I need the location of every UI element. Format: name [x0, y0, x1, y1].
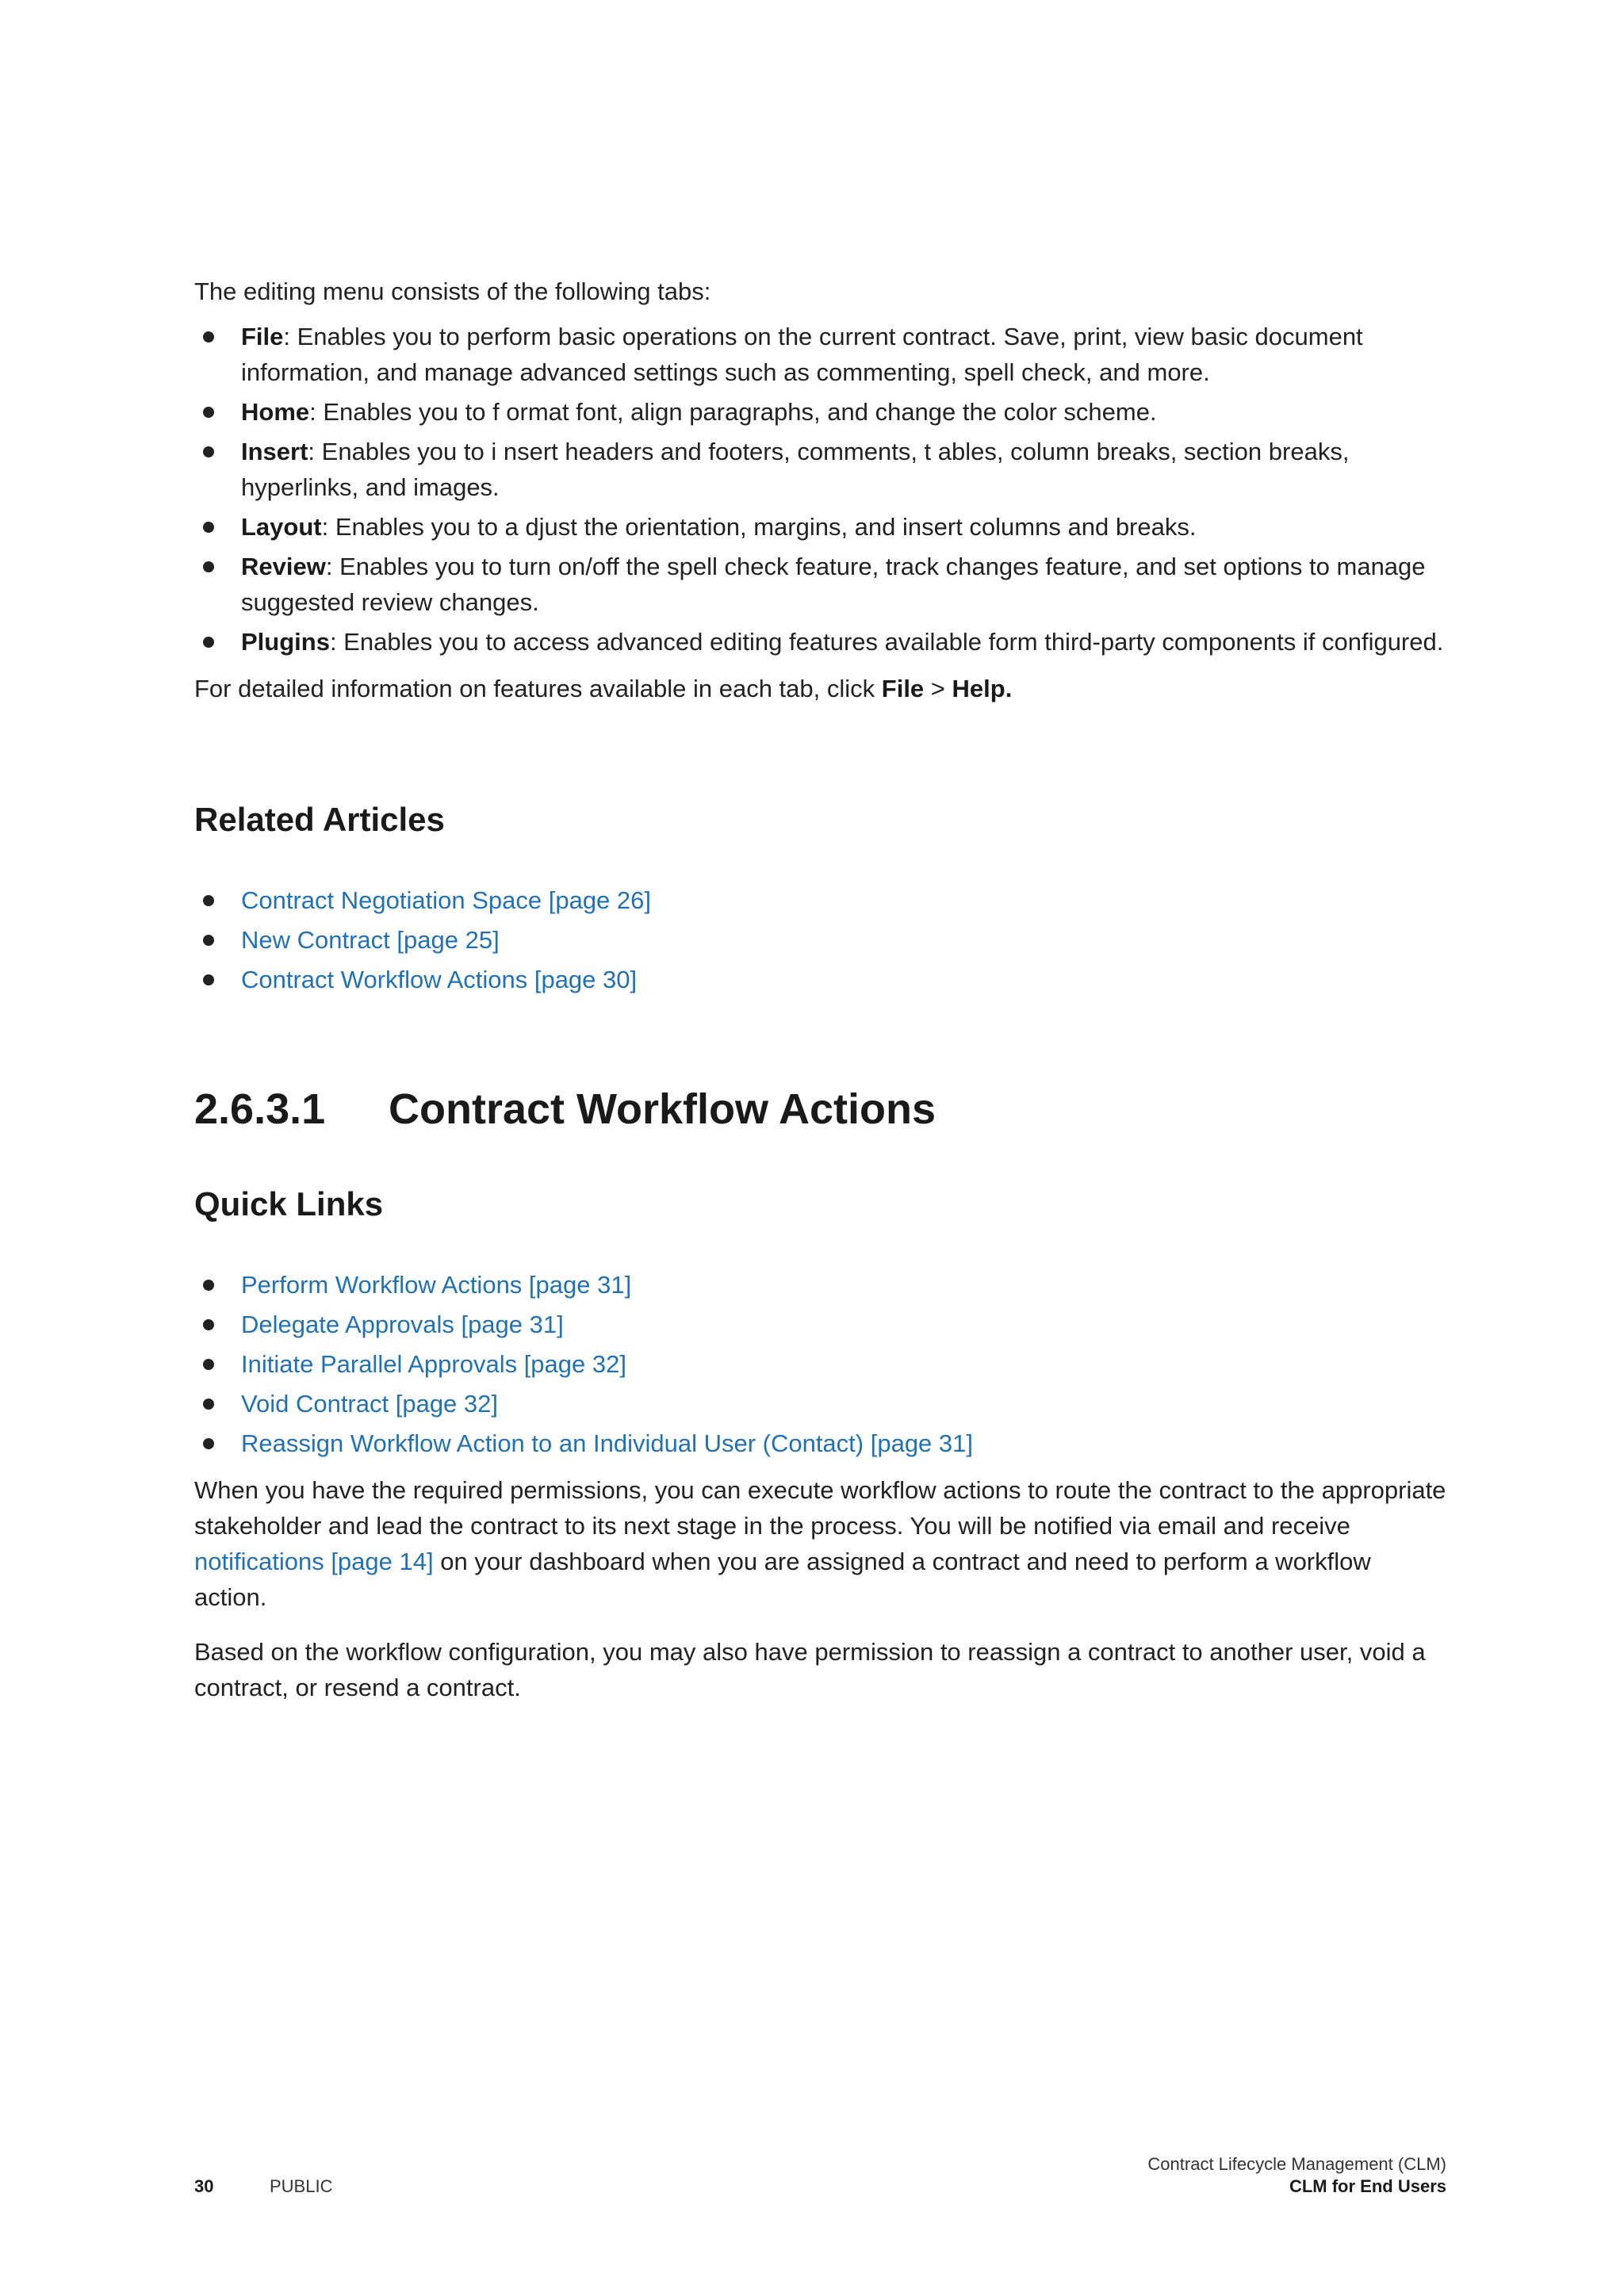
list-item — [194, 962, 1447, 997]
document-title: CLM for End Users — [1289, 2176, 1446, 2196]
list-item — [194, 922, 1447, 958]
tab-description: : Enables you to a djust the orientation, margins, and insert columns and breaks. — [321, 513, 1197, 541]
list-item — [194, 394, 1447, 430]
list-item — [194, 319, 1447, 390]
quick-link[interactable]: Void Contract [page 32] — [241, 1390, 499, 1418]
quick-link[interactable]: Delegate Approvals [page 31] — [241, 1311, 564, 1338]
related-articles-list — [194, 882, 1447, 997]
tab-term: Plugins — [241, 628, 330, 656]
reassign-paragraph: Based on the workflow configuration, you may also have permission to reassign a contract to another user, void a contract, or resend a contract. — [194, 1638, 1426, 1701]
tab-description: : Enables you to f ormat font, align paragraphs, and change the color scheme. — [309, 398, 1157, 426]
list-item — [194, 882, 1447, 918]
detail-separator: > — [924, 675, 952, 702]
list-item — [194, 624, 1447, 660]
intro-text: The editing menu consists of the following tabs: — [194, 277, 711, 305]
tab-description: : Enables you to access advanced editing features available form third-party components if configured. — [329, 628, 1444, 656]
footer-left — [194, 2175, 332, 2198]
detail-help: Help. — [952, 675, 1013, 702]
tab-description: : Enables you to turn on/off the spell check feature, track changes feature, and set options to manage suggested review changes. — [241, 553, 1426, 616]
list-item — [194, 549, 1447, 620]
classification-label: PUBLIC — [270, 2176, 333, 2196]
section-number: 2.6.3.1 — [194, 1085, 326, 1133]
quick-links-heading: Quick Links — [194, 1185, 384, 1223]
quick-links-list — [194, 1267, 1447, 1461]
tab-term: Layout — [241, 513, 322, 541]
related-link[interactable]: Contract Workflow Actions [page 30] — [241, 966, 638, 993]
notifications-link[interactable]: notifications [page 14] — [194, 1548, 434, 1575]
para-text: When you have the required permissions, you can execute workflow actions to route the contract to the appropriate stakeholder and lead the contract to its next stage in the process. You will be notified via email and receive — [194, 1476, 1446, 1540]
quick-link[interactable]: Initiate Parallel Approvals [page 32] — [241, 1350, 626, 1378]
footer-right — [1147, 2153, 1446, 2198]
tab-description: : Enables you to perform basic operations on the current contract. Save, print, view basic document information, and manage advanced settings such as commenting, spell check, and more. — [241, 323, 1363, 386]
detail-prefix: For detailed information on features available in each tab, click — [194, 675, 882, 702]
tab-term: Review — [241, 553, 326, 580]
list-item — [194, 1386, 1447, 1422]
related-articles-heading: Related Articles — [194, 801, 445, 838]
editing-tabs-list — [194, 319, 1447, 660]
tab-term: Insert — [241, 438, 308, 465]
quick-link[interactable]: Perform Workflow Actions [page 31] — [241, 1271, 632, 1299]
list-item — [194, 509, 1447, 545]
product-name: Contract Lifecycle Management (CLM) — [1147, 2154, 1446, 2174]
list-item — [194, 1267, 1447, 1303]
para-text: on your dashboard when you are assigned a contract and need to perform a workflow action. — [194, 1548, 1371, 1611]
list-item — [194, 1425, 1447, 1461]
detail-file: File — [881, 675, 925, 702]
tab-description: : Enables you to i nsert headers and footers, comments, t ables, column breaks, section breaks, hyperlinks, and images. — [241, 438, 1350, 501]
list-item — [194, 1346, 1447, 1382]
page-number: 30 — [194, 2176, 214, 2196]
list-item — [194, 434, 1447, 505]
related-link[interactable]: Contract Negotiation Space [page 26] — [241, 886, 652, 914]
workflow-paragraph — [194, 1472, 1447, 1615]
quick-link[interactable]: Reassign Workflow Action to an Individual User (Contact) [page 31] — [241, 1429, 974, 1457]
list-item — [194, 1307, 1447, 1342]
related-link[interactable]: New Contract [page 25] — [241, 926, 500, 954]
section-heading — [194, 1083, 1447, 1135]
page-content — [194, 274, 1447, 1705]
tab-term: File — [241, 323, 284, 350]
tab-term: Home — [241, 398, 310, 426]
section-title: Contract Workflow Actions — [389, 1085, 936, 1133]
detail-note — [194, 671, 1447, 706]
